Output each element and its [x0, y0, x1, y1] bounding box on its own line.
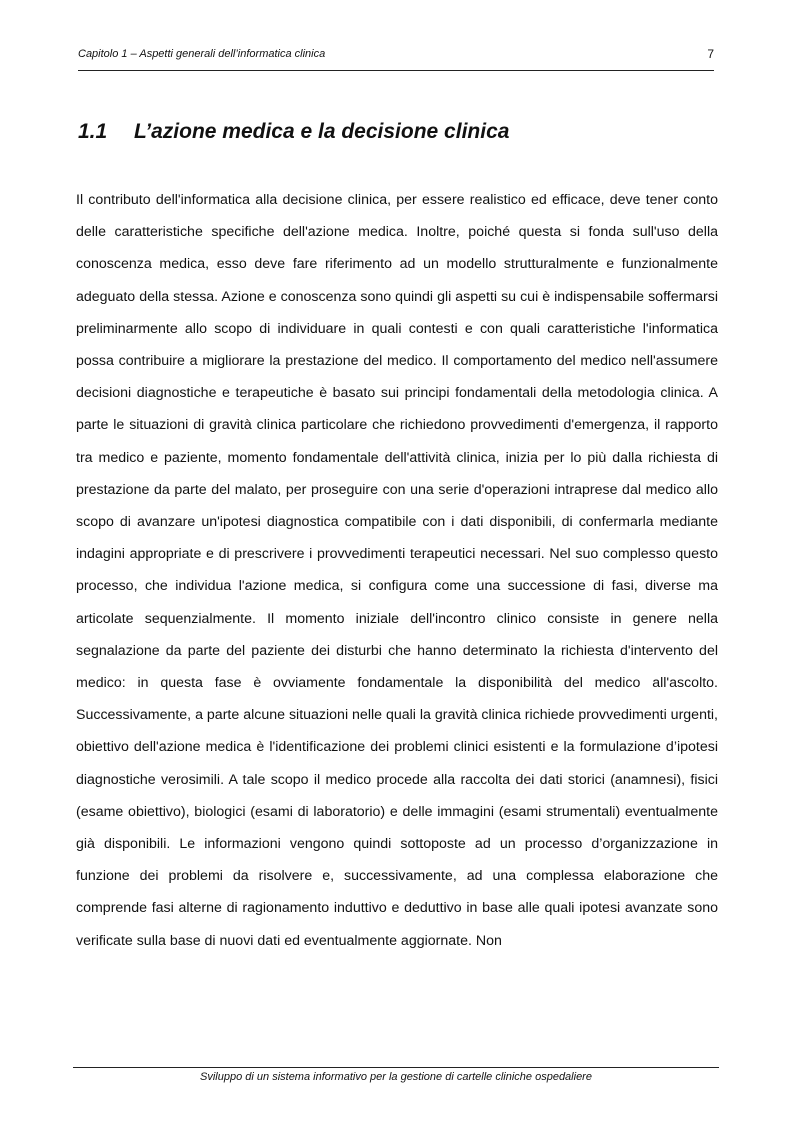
section-heading	[78, 120, 509, 144]
section-title: L’azione medica e la decisione clinica	[134, 120, 510, 143]
page-header	[78, 46, 714, 71]
body-paragraph: Il contributo dell'informatica alla decisione clinica, per essere realistico ed efficace, deve tener conto delle caratteristiche specifiche dell'azione medica. Inoltre, poiché questa si fonda sull'uso della conoscenza medica, esso deve fare riferimento ad un modello strutturalmente e funzionalmente adeguato della stessa. Azione e conoscenza sono quindi gli aspetti su cui è indispensabile soffermarsi preliminarmente allo scopo di individuare in quali contesti e con quali caratteristiche l'informatica possa contribuire a migliorare la prestazione del medico. Il comportamento del medico nell'assumere decisioni diagnostiche e terapeutiche è basato sui principi fondamentali della metodologia clinica. A parte le situazioni di gravità clinica particolare che richiedono provvedimenti d'emergenza, il rapporto tra medico e paziente, momento fondamentale dell'attività clinica, inizia per lo più dalla richiesta di prestazione da parte del malato, per proseguire con una serie d'operazioni intraprese dal medico allo scopo di avanzare un'ipotesi diagnostica compatibile con i dati disponibili, di confermarla mediante indagini appropriate e di prescrivere i provvedimenti terapeutici necessari. Nel suo complesso questo processo, che individua l'azione medica, si configura come una successione di fasi, diverse ma articolate sequenzialmente. Il momento iniziale dell'incontro clinico consiste in genere nella segnalazione da parte del paziente dei disturbi che hanno determinato la richiesta d'intervento del medico: in questa fase è ovviamente fondamentale la disponibilità del medico all'ascolto. Successivamente, a parte alcune situazioni nelle quali la gravità clinica richiede provvedimenti urgenti, obiettivo dell'azione medica è l'identificazione dei problemi clinici esistenti e la formulazione d’ipotesi diagnostiche verosimili. A tale scopo il medico procede alla raccolta dei dati storici (anamnesi), fisici (esame obiettivo), biologici (esami di laboratorio) e delle immagini (esami strumentali) eventualmente già disponibili. Le informazioni vengono quindi sottoposte ad un processo d’organizzazione in funzione dei problemi da risolvere e, successivamente, ad una complessa elaborazione che comprende fasi alterne di ragionamento induttivo e deduttivo in base alle quali ipotesi avanzate sono verificate sulla base di nuovi dati ed eventualmente aggiornate. Non	[76, 192, 718, 949]
chapter-title: Capitolo 1 – Aspetti generali dell’informatica clinica	[78, 48, 326, 60]
page-footer: Sviluppo di un sistema informativo per la gestione di cartelle cliniche ospedaliere	[73, 1067, 719, 1083]
page-number: 7	[707, 47, 714, 61]
section-number: 1.1	[78, 120, 108, 143]
